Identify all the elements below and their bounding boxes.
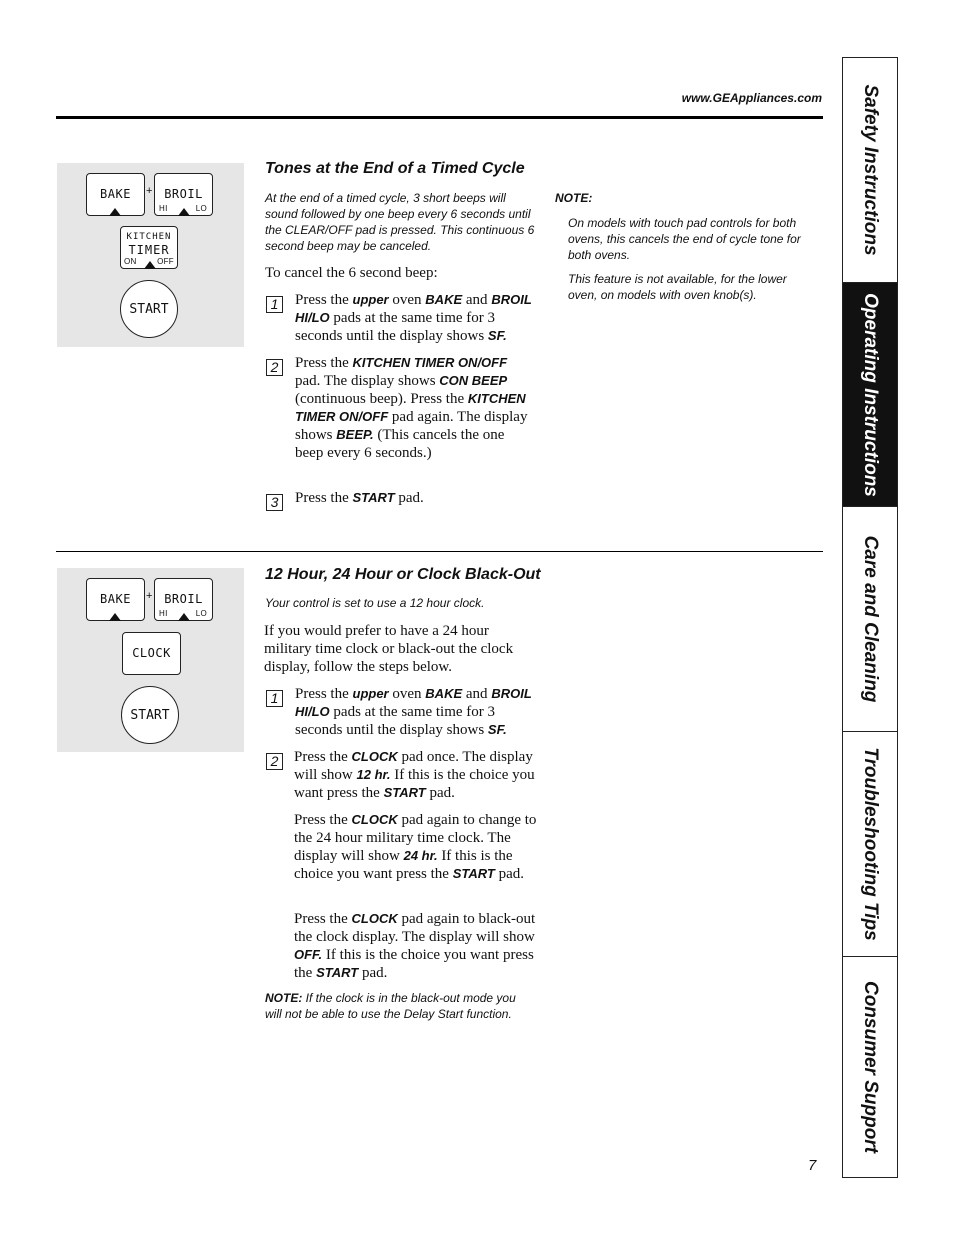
section-divider	[56, 551, 823, 552]
kitchen-label: KITCHEN	[126, 232, 172, 242]
timer-off-label: OFF	[157, 257, 174, 266]
step-number-3: 3	[266, 494, 283, 511]
section-title-clock: 12 Hour, 24 Hour or Clock Black-Out	[265, 566, 541, 583]
step-number-1: 1	[266, 690, 283, 707]
triangle-icon	[178, 208, 190, 216]
tones-intro: At the end of a timed cycle, 3 short beeps will sound followed by one beep every 6 seconds until the CLEAR/OFF pad is pressed. This continuous 6 second beep may be canceled.	[265, 191, 535, 253]
broil-pad-label: BROIL	[164, 592, 203, 606]
broil-hi-label: HI	[159, 204, 168, 213]
website-url: www.GEAppliances.com	[681, 91, 822, 105]
section-title-tones: Tones at the End of a Timed Cycle	[265, 160, 525, 177]
broil-lo-label: LO	[195, 204, 207, 213]
plus-sign: +	[146, 185, 153, 197]
clock-intro: Your control is set to use a 12 hour clock.	[265, 596, 485, 610]
tab-care-and-cleaning[interactable]: Care and Cleaning	[843, 507, 897, 732]
start-pad-label: START	[130, 708, 170, 723]
note-label: NOTE:	[555, 191, 593, 205]
note-text-2: This feature is not available, for the lower oven, on models with oven knob(s).	[568, 272, 787, 302]
clock-paragraph: If you would prefer to have a 24 hour military time clock or black-out the clock display, follow the steps below.	[264, 623, 514, 675]
broil-pad-label: BROIL	[164, 187, 203, 201]
step1-text: Press the upper oven BAKE and BROIL HI/LO pads at the same time for 3 seconds until the display shows SF.	[295, 292, 532, 344]
top-rule	[56, 116, 823, 119]
triangle-icon	[109, 208, 121, 216]
kitchen-timer-pad	[120, 226, 178, 269]
broil-pad	[154, 173, 213, 216]
timer-on-label: ON	[124, 257, 137, 266]
bake-pad	[86, 578, 145, 621]
page-number: 7	[808, 1157, 817, 1174]
cancel-beep-text: To cancel the 6 second beep:	[265, 265, 438, 281]
bake-pad-label: BAKE	[100, 592, 131, 606]
clock-blackout-text: Press the CLOCK pad again to black-out the clock display. The display will show OFF. If this is the choice you want press the START pad.	[294, 911, 536, 981]
step2-text: Press the KITCHEN TIMER ON/OFF pad. The display shows CON BEEP (continuous beep). Press the KITCHEN TIMER ON/OFF pad again. The display shows BEEP. (This cancels the one beep every 6 seconds.)	[295, 355, 528, 461]
broil-pad	[154, 578, 213, 621]
start-pad	[121, 686, 179, 744]
broil-hi-label: HI	[159, 609, 168, 618]
triangle-icon	[109, 613, 121, 621]
control-panel-illustration-timer	[57, 163, 244, 347]
step-number-2: 2	[266, 753, 283, 770]
clock-note: NOTE: If the clock is in the black-out mode you will not be able to use the Delay Start function.	[265, 991, 516, 1021]
plus-sign: +	[146, 590, 153, 602]
tab-operating-instructions[interactable]: Operating Instructions	[843, 283, 897, 507]
triangle-icon	[178, 613, 190, 621]
control-panel-illustration-clock	[57, 568, 244, 752]
broil-lo-label: LO	[195, 609, 207, 618]
clock-pad-label: CLOCK	[132, 646, 171, 660]
step-number-1: 1	[266, 296, 283, 313]
timer-label: TIMER	[128, 243, 170, 257]
tab-troubleshooting-tips[interactable]: Troubleshooting Tips	[843, 732, 897, 957]
step3-text: Press the START pad.	[295, 490, 424, 506]
section-tabs	[842, 57, 898, 1178]
start-pad	[120, 280, 178, 338]
bake-pad-label: BAKE	[100, 187, 131, 201]
tab-consumer-support[interactable]: Consumer Support	[860, 980, 881, 1154]
step-number-2: 2	[266, 359, 283, 376]
bake-pad	[86, 173, 145, 216]
clock-24hr-text: Press the CLOCK pad again to change to the 24 hour military time clock. The display will show 24 hr. If this is the choice you want press the START pad.	[294, 812, 537, 882]
clock-pad	[122, 632, 181, 675]
start-pad-label: START	[129, 302, 169, 317]
clock-step1-text: Press the upper oven BAKE and BROIL HI/LO pads at the same time for 3 seconds until the display shows SF.	[295, 686, 532, 738]
triangle-icon	[144, 261, 156, 269]
clock-step2-text: Press the CLOCK pad once. The display will show 12 hr. If this is the choice you want press the START pad.	[294, 749, 535, 801]
tab-safety-instructions[interactable]: Safety Instructions	[843, 58, 897, 283]
note-text-1: On models with touch pad controls for both ovens, this cancels the end of cycle tone for both ovens.	[568, 216, 801, 262]
